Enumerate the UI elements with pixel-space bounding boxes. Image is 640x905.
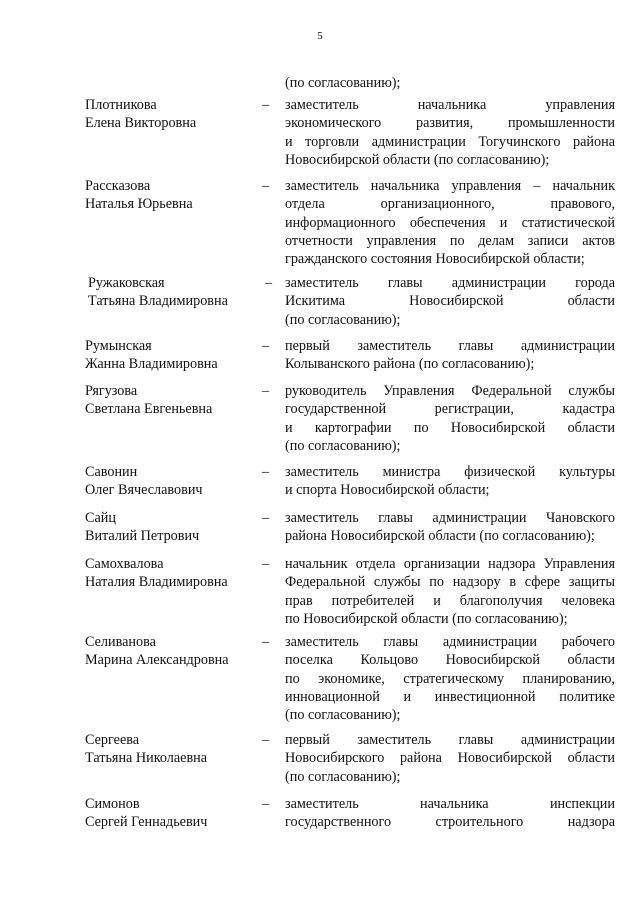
dash-separator: – xyxy=(262,510,270,526)
dash-separator: – xyxy=(262,97,270,113)
member-name xyxy=(85,795,255,832)
position-line: заместитель начальника управления xyxy=(285,97,615,113)
member-given-names: Татьяна Владимировна xyxy=(88,293,228,310)
member-position xyxy=(285,555,615,628)
dash-separator: – xyxy=(262,796,270,812)
member-name xyxy=(85,382,255,419)
member-surname: Самохвалова xyxy=(85,556,164,572)
member-given-names: Светлана Евгеньевна xyxy=(85,401,213,418)
member-surname: Рассказова xyxy=(85,178,151,194)
member-surname: Савонин xyxy=(85,464,138,480)
position-line: Искитима Новосибирской области xyxy=(285,293,615,310)
dash-separator: – xyxy=(262,634,270,650)
position-line: заместитель главы администрации рабочего xyxy=(285,634,615,650)
position-line: (по согласованию); xyxy=(285,311,401,328)
position-line: (по согласованию); xyxy=(285,707,401,724)
position-line: информационного обеспечения и статистической xyxy=(285,214,615,231)
position-line: государственной регистрации, кадастра xyxy=(285,401,615,418)
member-surname: Сайц xyxy=(85,510,116,526)
position-line: по экономике, стратегическому планированию, xyxy=(285,670,615,687)
position-line: заместитель министра физической культуры xyxy=(285,464,615,480)
member-surname: Селиванова xyxy=(85,634,156,650)
position-line: Новосибирской области (по согласованию); xyxy=(285,151,550,168)
member-surname: Сергеева xyxy=(85,732,140,748)
member-surname: Плотникова xyxy=(85,97,157,113)
position-line: государственного строительного надзора xyxy=(285,814,615,831)
position-line: заместитель главы администрации Чановского xyxy=(285,510,615,526)
member-name xyxy=(88,274,258,311)
dash-separator: – xyxy=(265,275,273,291)
dash-separator: – xyxy=(262,464,270,480)
position-line: заместитель начальника управления – начальник xyxy=(285,178,615,194)
position-line: прав потребителей и благополучия человека xyxy=(285,592,615,609)
position-line: Федеральной службы по надзору в сфере защиты xyxy=(285,574,615,591)
member-surname: Симонов xyxy=(85,796,140,812)
position-line: (по согласованию); xyxy=(285,437,401,454)
member-position xyxy=(285,337,615,374)
dash-separator: – xyxy=(262,383,270,399)
member-given-names: Наталья Юрьевна xyxy=(85,196,193,213)
member-position xyxy=(285,633,615,724)
member-name xyxy=(85,509,255,546)
position-line: отдела организационного, правового, xyxy=(285,196,615,213)
position-line: и картографии по Новосибирской области xyxy=(285,419,615,436)
member-given-names: Сергей Геннадьевич xyxy=(85,814,208,831)
member-name xyxy=(85,633,255,670)
position-line: Новосибирского района Новосибирской области xyxy=(285,750,615,767)
position-line: поселка Кольцово Новосибирской области xyxy=(285,652,615,669)
member-surname: Румынская xyxy=(85,338,152,354)
member-position xyxy=(285,274,615,329)
member-name xyxy=(85,96,255,133)
member-position xyxy=(285,177,615,268)
position-line: экономического развития, промышленности xyxy=(285,115,615,132)
member-position xyxy=(285,463,615,500)
member-given-names: Марина Александровна xyxy=(85,652,229,669)
member-name xyxy=(85,555,255,592)
position-line: начальник отдела организации надзора Управления xyxy=(285,556,615,572)
position-line: по Новосибирской области (по согласованию); xyxy=(285,610,568,627)
member-surname: Рягузова xyxy=(85,383,138,399)
position-line: Колыванского района (по согласованию); xyxy=(285,356,535,373)
member-position xyxy=(285,96,615,169)
position-line: отчетности управления по делам записи актов xyxy=(285,232,615,249)
member-position xyxy=(285,509,615,546)
position-line: инновационной и инвестиционной политике xyxy=(285,688,615,705)
member-position xyxy=(285,795,615,832)
position-line: первый заместитель главы администрации xyxy=(285,338,615,354)
dash-separator: – xyxy=(262,556,270,572)
position-line: гражданского состояния Новосибирской области; xyxy=(285,251,585,268)
position-line: (по согласованию); xyxy=(285,768,401,785)
member-given-names: Татьяна Николаевна xyxy=(85,750,208,767)
page-number: 5 xyxy=(317,30,323,42)
member-given-names: Наталия Владимировна xyxy=(85,574,228,591)
member-given-names: Виталий Петрович xyxy=(85,528,200,545)
member-given-names: Олег Вячеславович xyxy=(85,482,203,499)
member-position xyxy=(285,382,615,455)
member-given-names: Елена Викторовна xyxy=(85,115,197,132)
member-position xyxy=(285,731,615,786)
position-line: и спорта Новосибирской области; xyxy=(285,482,490,499)
position-line: заместитель главы администрации города xyxy=(285,275,615,291)
dash-separator: – xyxy=(262,178,270,194)
dash-separator: – xyxy=(262,338,270,354)
member-surname: Ружаковская xyxy=(88,275,165,291)
position-line: заместитель начальника инспекции xyxy=(285,796,615,812)
member-name xyxy=(85,731,255,768)
member-name xyxy=(85,177,255,214)
dash-separator: – xyxy=(262,732,270,748)
continuation-text: (по согласованию); xyxy=(285,75,401,91)
member-name xyxy=(85,463,255,500)
position-line: и торговли администрации Тогучинского района xyxy=(285,133,615,150)
member-given-names: Жанна Владимировна xyxy=(85,356,218,373)
member-name xyxy=(85,337,255,374)
position-line: руководитель Управления Федеральной службы xyxy=(285,383,615,399)
position-line: района Новосибирской области (по согласованию); xyxy=(285,528,595,545)
position-line: первый заместитель главы администрации xyxy=(285,732,615,748)
